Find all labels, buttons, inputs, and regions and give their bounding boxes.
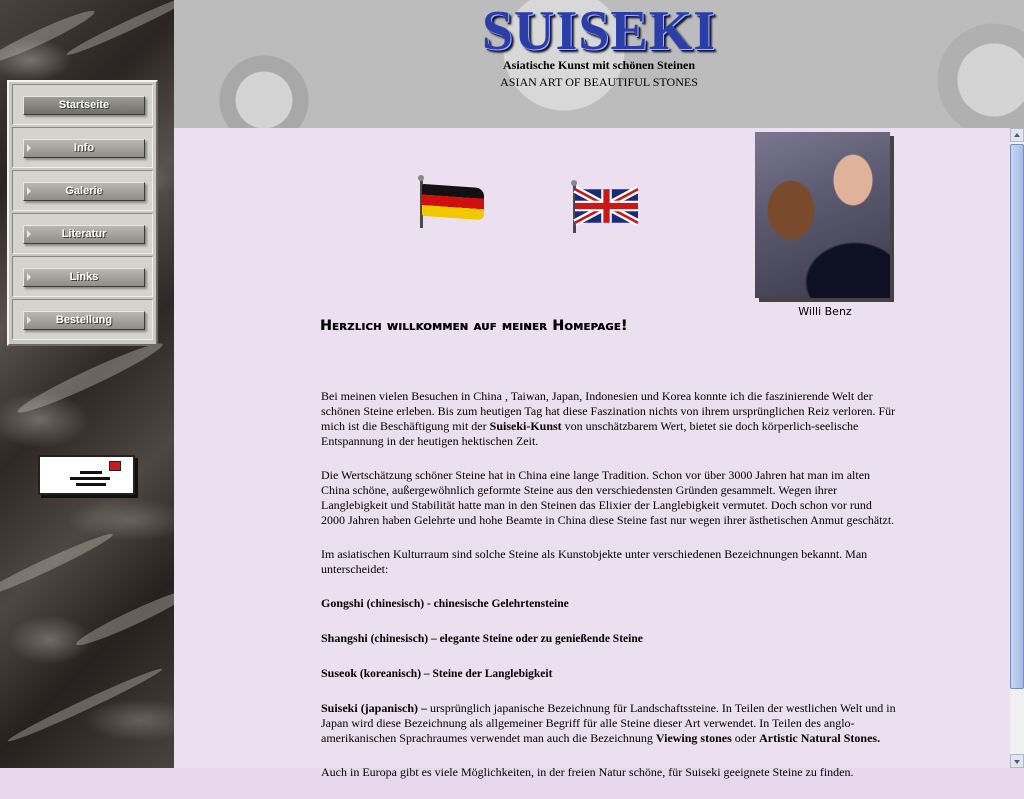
- term-description: (chinesisch) - chinesische Gelehrtensteine: [363, 598, 569, 610]
- header-banner: [174, 0, 1024, 128]
- stamp: [109, 461, 121, 471]
- article-paragraph: [321, 389, 896, 449]
- text-span: Bei meinen vielen Besuchen in China , Taiwan, Japan, Indonesien und Korea konnte ich die faszinierende Welt der schönen Steine erleben. Bis zum heutigen Tag hat diese Faszination nichts von ihrem ursprünglichen Reiz verloren. Für mich ist die Beschäftigung mit der: [321, 389, 896, 433]
- left-frame: [0, 0, 174, 768]
- article-paragraph-suiseki: [321, 701, 896, 746]
- scroll-up-button[interactable]: [1010, 128, 1024, 142]
- envelope-line: [70, 477, 110, 480]
- uk-flag-icon[interactable]: [575, 189, 638, 223]
- nav-label: Literatur: [61, 228, 107, 240]
- article-paragraph: Die Wertschätzung schöner Steine hat in China eine lange Tradition. Schon vor über 3000 Jahren hat man im alten China schöne, außergewöhnlich geformte Steine aus den verschiedensten Gründen gesammelt. Wegen ihrer Langlebigkeit und Stabilität hatte man in den Steinen das Elixier der Langlebigkeit vermutet. Doch schon vor rund 2000 Jahren haben Gelehrte und hohe Beamte in China diese Steine fast nur wegen ihrer ästhetischen Anmut geschätzt.: [321, 468, 895, 527]
- subtitle-english: ASIAN ART OF BEAUTIFUL STONES: [500, 75, 698, 89]
- term-name: Gongshi: [321, 596, 364, 610]
- german-flag-icon[interactable]: [422, 184, 484, 220]
- nav-panel: [7, 80, 158, 346]
- nav-cell-startseite: [12, 84, 153, 125]
- envelope-icon[interactable]: [38, 455, 135, 495]
- text-bold: Suiseki-Kunst: [489, 419, 562, 433]
- nav-cell-info: [12, 127, 153, 168]
- portrait-photo: [755, 132, 890, 298]
- arrow-right-icon: [27, 144, 31, 152]
- nav-label: Bestellung: [55, 314, 113, 326]
- term-description: (chinesisch) – elegante Steine oder zu genießende Steine: [367, 633, 643, 645]
- article-body: [321, 389, 896, 799]
- flag-pole-knob: [418, 175, 424, 181]
- text-bold: Artistic Natural Stones.: [759, 731, 881, 745]
- arrow-right-icon: [27, 316, 31, 324]
- chevron-down-icon: [1014, 760, 1020, 764]
- nav-cell-literatur: [12, 213, 153, 254]
- term-name: Suiseki: [321, 701, 358, 715]
- term-name: Shangshi: [321, 631, 368, 645]
- envelope-line: [76, 483, 106, 486]
- nav-label: Links: [69, 271, 99, 283]
- text-bold: Viewing stones: [655, 731, 732, 745]
- nav-label: Startseite: [58, 99, 110, 111]
- arrow-right-icon: [27, 187, 31, 195]
- nav-button-links[interactable]: [23, 268, 145, 287]
- vertical-scrollbar[interactable]: [1010, 128, 1024, 768]
- term-name: Suseok: [321, 666, 358, 680]
- nav-button-literatur[interactable]: [23, 225, 145, 244]
- welcome-heading: Herzlich willkommen auf meiner Homepage!: [320, 318, 628, 334]
- text-span: oder: [731, 731, 760, 745]
- nav-button-info[interactable]: [23, 139, 145, 158]
- term-suseok: [321, 666, 896, 682]
- nav-cell-bestellung: [12, 299, 153, 340]
- nav-button-startseite[interactable]: [23, 96, 145, 115]
- arrow-right-icon: [27, 230, 31, 238]
- envelope-line: [80, 471, 102, 474]
- scroll-down-button[interactable]: [1010, 754, 1024, 768]
- term-language: (japanisch) –: [357, 701, 428, 715]
- nav-cell-galerie: [12, 170, 153, 211]
- article-paragraph: Im asiatischen Kulturraum sind solche Steine als Kunstobjekte unter verschiedenen Bezeichnungen bekannt. Man unterscheidet:: [321, 547, 868, 576]
- main-content: [174, 128, 1010, 779]
- scroll-thumb[interactable]: [1010, 144, 1024, 689]
- nav-cell-links: [12, 256, 153, 297]
- nav-label: Galerie: [65, 185, 103, 197]
- nav-button-bestellung[interactable]: [23, 311, 145, 330]
- flag-pole-knob: [571, 180, 577, 186]
- term-shangshi: [321, 631, 896, 647]
- article-paragraph: Auch in Europa gibt es viele Möglichkeiten, in der freien Natur schöne, für Suiseki geeignete Steine zu finden.: [321, 765, 854, 779]
- term-gongshi: [321, 596, 896, 612]
- portrait-caption: Willi Benz: [798, 305, 852, 318]
- text-span: von unschätzbarem Wert, bietet sie doch körperlich-seelische Entspannung in der heutigen hektischen Zeit.: [321, 419, 859, 448]
- chevron-up-icon: [1014, 133, 1020, 137]
- site-logo: SUISEKI: [481, 0, 717, 62]
- text-span: ursprünglich japanische Bezeichnung für Landschaftssteine. In Teilen der westlichen Welt und in Japan wird diese Bezeichnung als allgemeiner Begriff für alle Steine dieser Art verwendet. In Teilen des anglo-amerikanischen Sprachraumes verwendet man auch die Bezeichnung: [321, 701, 896, 745]
- term-description: (koreanisch) – Steine der Langlebigkeit: [357, 668, 553, 680]
- nav-button-galerie[interactable]: [23, 182, 145, 201]
- arrow-right-icon: [27, 273, 31, 281]
- nav-label: Info: [73, 142, 95, 154]
- subtitle-german: Asiatische Kunst mit schönen Steinen: [502, 58, 696, 72]
